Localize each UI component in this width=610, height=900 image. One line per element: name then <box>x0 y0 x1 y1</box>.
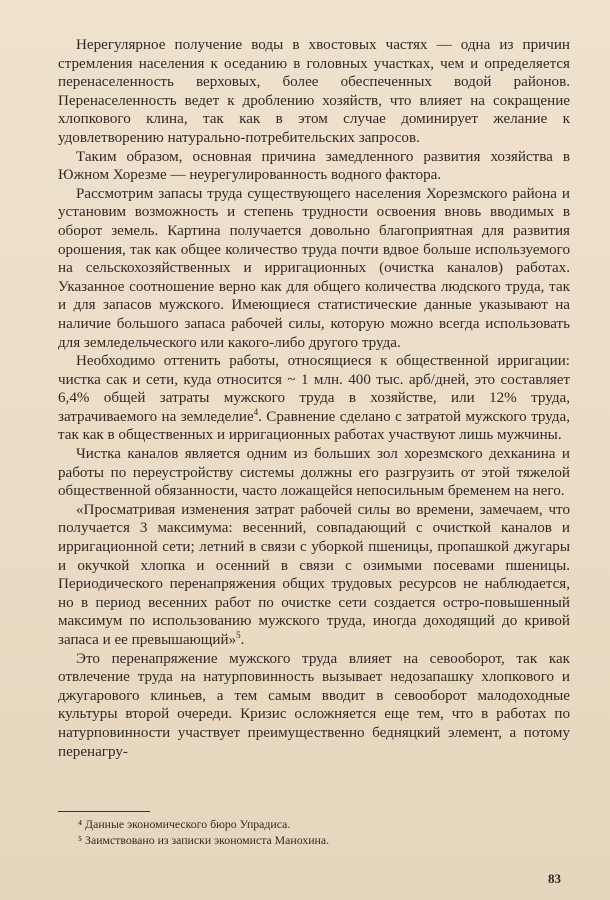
footnote-ref-5: 5 <box>236 629 241 640</box>
page-number: 83 <box>548 871 561 886</box>
paragraph-2: Таким образом, основная причина замедленного развития хозяйства в Южном Хорезме — неурегулированность водного фактора. <box>58 148 570 184</box>
paragraph-5: Чистка каналов является одним из больших зол хорезмского дехканина и работы по переустройству системы должны его разгрузить от этой тяжелой общественной обязанности, часто ложащейся непосильным бременем на него. <box>58 446 570 500</box>
paragraph-4: Необходимо оттенить работы, относящиеся к общественной ирригации: чистка сак и сети, куда относится ~ 1 млн. 400 тыс. арб/дней, это составляет 6,4% общей затраты мужского труда в хозяйстве, или 12% труда, затрачиваемого на земледелие$^4$. Сравнение сделано с затратой мужского труда, так как в общественных и ирригационных работах участвуют лишь мужчины. <box>58 353 570 444</box>
footnotes <box>78 817 538 848</box>
footnote-4: ⁴ Данные экономического бюро Упрадиса. <box>78 817 291 831</box>
paragraph-6: «Просматривая изменения затрат рабочей силы во времени, замечаем, что получается 3 максимума: весенний, совпадающий с очисткой каналов и ирригационной сети; летний в связи с уборкой пшеницы, пропашкой джугары и окучкой хлопка и осенний в связи с озимыми посевами пшеницы. Периодического перенапряжения общих трудовых ресурсов не наблюдается, но в период весенних работ по очистке сети создается остро-повышенный максимум по использованию мужского труда, иногда доходящий до кривой запаса и ее превышающий»$^5$. <box>58 501 570 648</box>
paragraph-3: Рассмотрим запасы труда существующего населения Хорезмского района и установим возможность и степень трудности освоения вновь вводимых в оборот земель. Картина получается довольно благоприятная для развития орошения, так как общее количество труда почти вдвое больше используемого на сельскохозяйственных и ирригационных (очистка каналов) работах. Указанное соотношение верно как для общего количества людского труда, так и для запасов мужского. Имеющиеся статистические данные указывают на наличие большого запаса рабочей силы, которую можно всегда использовать для земледельческого или какого-либо другого труда. <box>58 185 570 351</box>
footnote-5: ⁵ Заимствовано из записки экономиста Манохина. <box>78 832 330 847</box>
footnote-ref-4: 4 <box>253 406 259 417</box>
paragraph-7: Это перенапряжение мужского труда влияет на севооборот, так как отвлечение труда на натурповинность вызывает недозапашку хлопкового и джугарового клиньев, а тем самым вводит в севооборот малодоходные культуры второй очереди. Кризис осложняется еще тем, что в работах по натурповинности участвует преимущественно бедняцкий элемент, а потому перенагру- <box>58 650 570 760</box>
body-text <box>58 36 570 761</box>
paragraph-1: Нерегулярное получение воды в хвостовых частях — одна из причин стремления населения к оседанию в головных участках, чем и определяется перенаселенность верховых, более обеспеченных водой районов. Перенаселенность ведет к дроблению хозяйств, что влияет на сокращение хлопкового клина, так как в этом случае доминирует желание к удовлетворению натурально-потребительских запросов. <box>58 37 570 146</box>
footnote-divider <box>58 811 150 812</box>
